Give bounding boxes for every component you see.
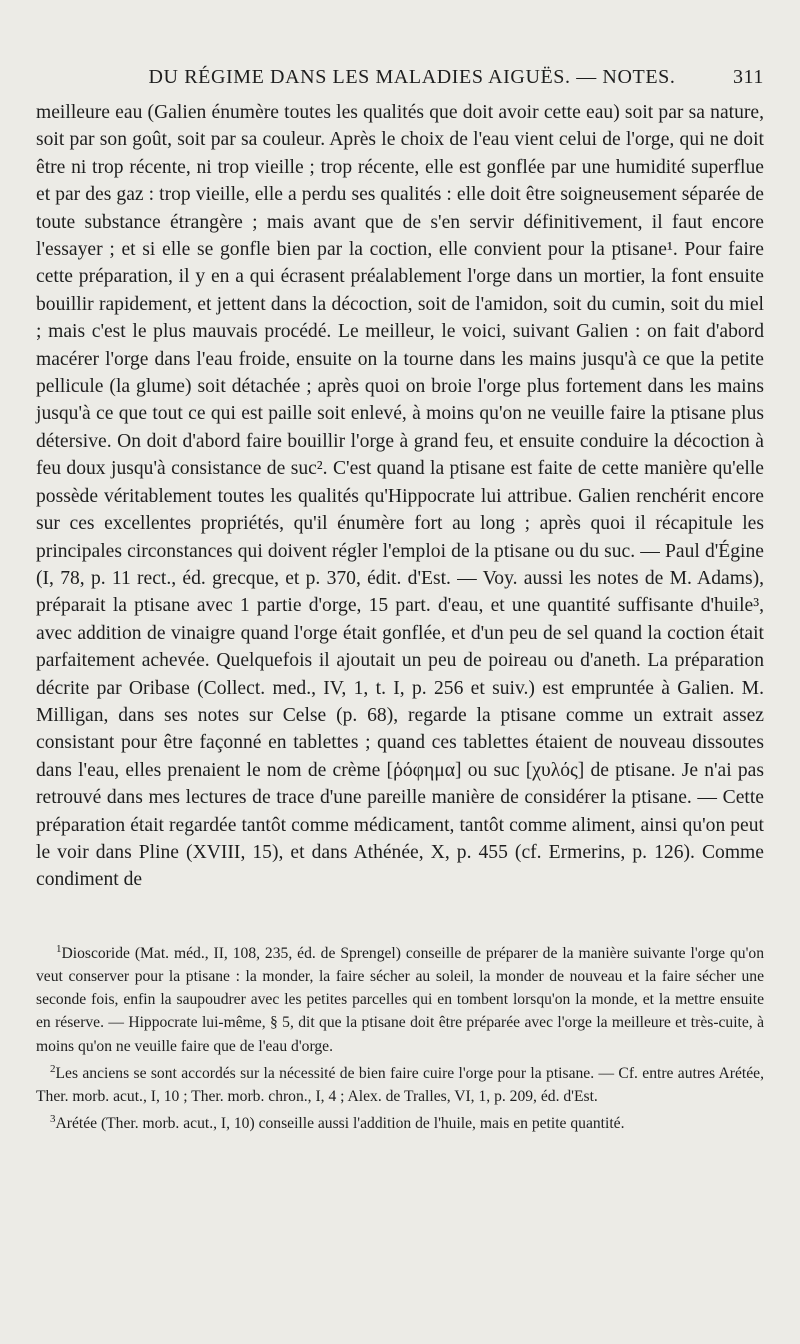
footnote-1-mark: 1: [56, 942, 62, 955]
footnote-3-mark: 3: [50, 1113, 56, 1126]
footnote-2: [36, 1062, 764, 1108]
running-head-title: DU RÉGIME DANS LES MALADIES AIGUËS. — NOTES.: [148, 66, 676, 88]
footnote-3: [36, 1112, 764, 1135]
main-text-paragraph: meilleure eau (Galien énumère toutes les qualités que doit avoir cette eau) soit par sa nature, soit par son goût, soit par sa couleur. Après le choix de l'eau vient celui de l'orge, qui ne doit être ni trop récente, ni trop vieille ; trop récente, elle est gonflée par une humidité superflue et par des gaz : trop vieille, elle a perdu ses qualités : elle doit être soigneusement séparée de toute substance étrangère ; mais avant que de s'en servir définitivement, il faut encore l'essayer ; et si elle se gonfle bien par la coction, elle convient pour la ptisane¹. Pour faire cette préparation, il y en a qui écrasent préalablement l'orge dans un mortier, la font ensuite bouillir rapidement, et jettent dans la décoction, soit de l'amidon, soit du cumin, soit du miel ; mais c'est le plus mauvais procédé. Le meilleur, le voici, suivant Galien : on fait d'abord macérer l'orge dans l'eau froide, ensuite on la tourne dans les mains jusqu'à ce que la petite pellicule (la glume) soit détachée ; après quoi on broie l'orge plus fortement dans les mains jusqu'à ce que tout ce qui est paille soit enlevé, à moins qu'on ne veuille faire la ptisane plus détersive. On doit d'abord faire bouillir l'orge à grand feu, et ensuite conduire la décoction à feu doux jusqu'à consistance de suc². C'est quand la ptisane est faite de cette manière qu'elle possède véritablement toutes les qualités qu'Hippocrate lui attribue. Galien renchérit encore sur ces excellentes propriétés, qu'il énumère fort au long ; après quoi il récapitule les principales circonstances qui doivent régler l'emploi de la ptisane ou du suc. — Paul d'Égine (I, 78, p. 11 rect., éd. grecque, et p. 370, édit. d'Est. — Voy. aussi les notes de M. Adams), préparait la ptisane avec 1 partie d'orge, 15 part. d'eau, et une quantité suffisante d'huile³, avec addition de vinaigre quand l'orge était gonflée, et d'un peu de sel quand la coction était parfaitement achevée. Quelquefois il ajoutait un peu de poireau ou d'aneth. La préparation décrite par Oribase (Collect. med., IV, 1, t. I, p. 256 et suiv.) est empruntée à Galien. M. Milligan, dans ses notes sur Celse (p. 68), regarde la ptisane comme un extrait assez consistant pour être façonné en tablettes ; quand ces tablettes étaient de nouveau dissoutes dans l'eau, elles prenaient le nom de crème [ῥόφημα] ou suc [χυλός] de ptisane. Je n'ai pas retrouvé dans mes lectures de trace d'une pareille manière de considérer la ptisane. — Cette préparation était regardée tantôt comme médicament, tantôt comme aliment, ainsi qu'on peut le voir dans Pline (XVIII, 15), et dans Athénée, X, p. 455 (cf. Ermerins, p. 126). Comme condiment de: [36, 102, 764, 891]
footnote-1-text: Dioscoride (Mat. méd., II, 108, 235, éd. de Sprengel) conseille de préparer de la manière suivante l'orge qu'on veut conserver pour la ptisane : la monder, la faire sécher au soleil, la monder de nouveau et la faire sécher une seconde fois, enfin la saupoudrer avec les petites parcelles qui en tombent lorsqu'on la monde, et la mettre ensuite en réserve. — Hippocrate lui-même, § 5, dit que la ptisane doit être préparée avec l'orge la meilleure et très-cuite, à moins qu'on ne veuille faire que de l'eau d'orge.: [36, 944, 764, 1055]
footnote-2-text: Les anciens se sont accordés sur la nécessité de bien faire cuire l'orge pour la ptisane. — Cf. entre autres Arétée, Ther. morb. acut., I, 10 ; Ther. morb. chron., I, 4 ; Alex. de Tralles, VI, 1, p. 209, éd. d'Est.: [36, 1064, 764, 1105]
footnote-2-mark: 2: [50, 1062, 56, 1075]
footnote-1: [36, 942, 764, 1058]
footnote-3-text: Arétée (Ther. morb. acut., I, 10) conseille aussi l'addition de l'huile, mais en petite quantité.: [55, 1115, 625, 1133]
page-number: 311: [732, 66, 764, 88]
running-head: [36, 66, 764, 89]
footnotes: [36, 942, 764, 1136]
